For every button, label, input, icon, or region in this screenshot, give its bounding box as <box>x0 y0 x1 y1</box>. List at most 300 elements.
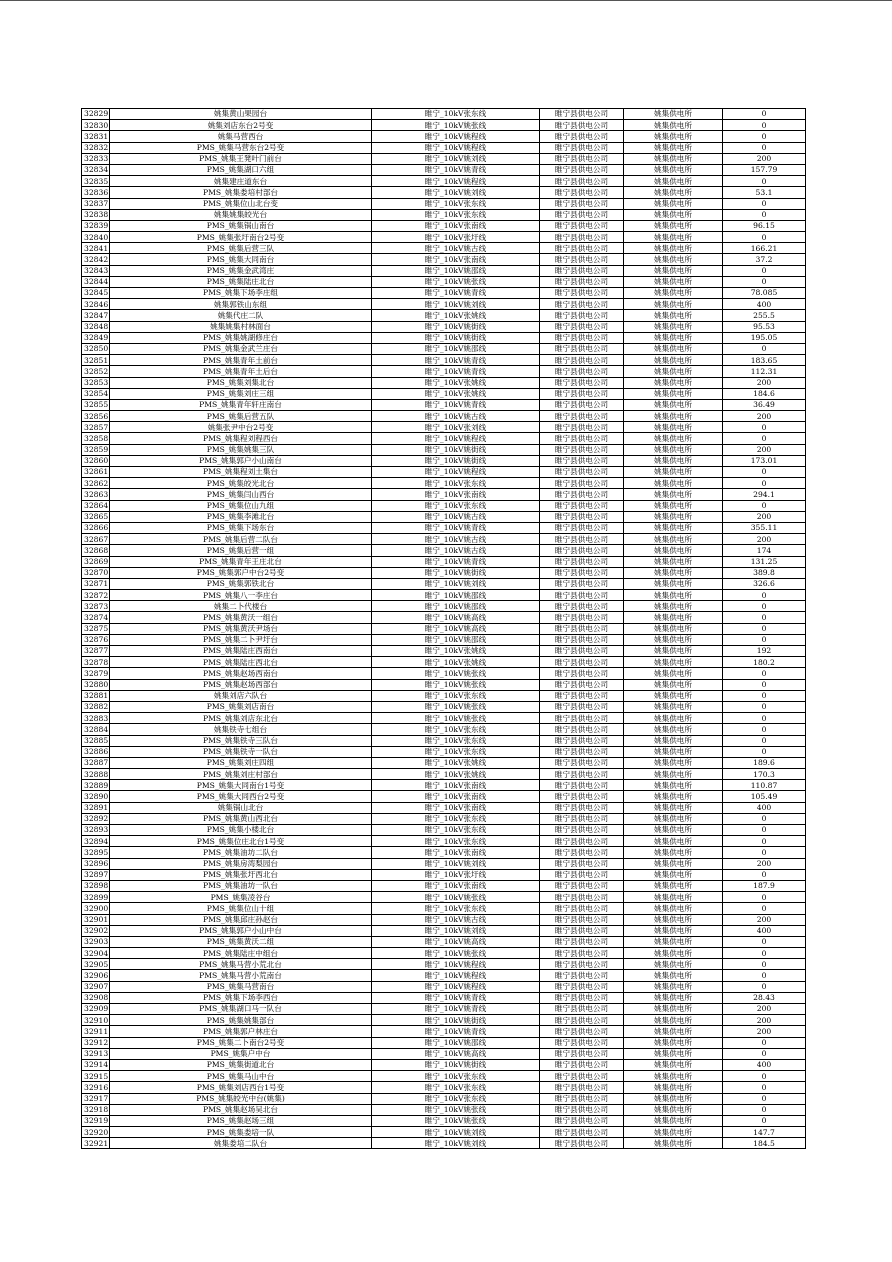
table-row <box>82 1015 806 1026</box>
transformer-name-cell: PMS_姚集大同南台1号变 <box>110 780 372 791</box>
value-cell: 0 <box>723 1104 806 1115</box>
value-cell: 0 <box>723 836 806 847</box>
company-cell: 睢宁县供电公司 <box>540 399 624 410</box>
row-id-cell: 32912 <box>82 1037 110 1048</box>
company-cell: 睢宁县供电公司 <box>540 511 624 522</box>
feeder-line-cell: 睢宁_10kV姚刘线 <box>372 1138 540 1149</box>
row-id-cell: 32913 <box>82 1048 110 1059</box>
company-cell: 睢宁县供电公司 <box>540 232 624 243</box>
feeder-line-cell: 睢宁_10kV张东线 <box>372 198 540 209</box>
supply-station-cell: 姚集供电所 <box>624 1048 723 1059</box>
feeder-line-cell: 睢宁_10kV姚邵线 <box>372 634 540 645</box>
company-cell: 睢宁县供电公司 <box>540 153 624 164</box>
supply-station-cell: 姚集供电所 <box>624 869 723 880</box>
row-id-cell: 32890 <box>82 791 110 802</box>
feeder-line-cell: 睢宁_10kV姚张线 <box>372 892 540 903</box>
supply-station-cell: 姚集供电所 <box>624 791 723 802</box>
table-row <box>82 433 806 444</box>
transformer-name-cell: PMS_姚集小楼北台 <box>110 825 372 836</box>
value-cell: 180.2 <box>723 657 806 668</box>
supply-station-cell: 姚集供电所 <box>624 914 723 925</box>
value-cell: 200 <box>723 511 806 522</box>
transformer-name-cell: PMS_姚集马营小荒北台 <box>110 959 372 970</box>
transformer-name-cell: PMS_姚集马山中台 <box>110 1071 372 1082</box>
row-id-cell: 32902 <box>82 925 110 936</box>
value-cell: 400 <box>723 925 806 936</box>
feeder-line-cell: 睢宁_10kV姚青线 <box>372 522 540 533</box>
value-cell: 131.25 <box>723 556 806 567</box>
value-cell: 0 <box>723 701 806 712</box>
transformer-name-cell: PMS_姚集黄沃尹场台 <box>110 623 372 634</box>
transformer-name-cell: PMS_姚集湖口马一队台 <box>110 1004 372 1015</box>
table-row <box>82 489 806 500</box>
feeder-line-cell: 睢宁_10kV姚张线 <box>372 668 540 679</box>
transformer-name-cell: PMS_姚集位山北台变 <box>110 198 372 209</box>
feeder-line-cell: 睢宁_10kV张东线 <box>372 1071 540 1082</box>
transformer-name-cell: PMS_姚集郭铁北台 <box>110 578 372 589</box>
row-id-cell: 32859 <box>82 444 110 455</box>
company-cell: 睢宁县供电公司 <box>540 288 624 299</box>
table-row <box>82 992 806 1003</box>
table-row <box>82 545 806 556</box>
supply-station-cell: 姚集供电所 <box>624 1093 723 1104</box>
value-cell: 294.1 <box>723 489 806 500</box>
transformer-name-cell: PMS_姚集后营二队台 <box>110 534 372 545</box>
value-cell: 95.53 <box>723 321 806 332</box>
transformer-name-cell: PMS_姚集后营一组 <box>110 545 372 556</box>
table-row <box>82 780 806 791</box>
feeder-line-cell: 睢宁_10kV姚张线 <box>372 701 540 712</box>
supply-station-cell: 姚集供电所 <box>624 142 723 153</box>
table-row <box>82 847 806 858</box>
transformer-name-cell: PMS_姚集郭户小山中台 <box>110 925 372 936</box>
value-cell: 0 <box>723 959 806 970</box>
supply-station-cell: 姚集供电所 <box>624 769 723 780</box>
supply-station-cell: 姚集供电所 <box>624 1127 723 1138</box>
feeder-line-cell: 睢宁_10kV张东线 <box>372 724 540 735</box>
feeder-line-cell: 睢宁_10kV张东线 <box>372 825 540 836</box>
value-cell: 0 <box>723 601 806 612</box>
feeder-line-cell: 睢宁_10kV姚青线 <box>372 355 540 366</box>
feeder-line-cell: 睢宁_10kV姚刘线 <box>372 858 540 869</box>
transformer-name-cell: PMS_姚集街道北台 <box>110 1059 372 1070</box>
supply-station-cell: 姚集供电所 <box>624 1104 723 1115</box>
row-id-cell: 32840 <box>82 232 110 243</box>
feeder-line-cell: 睢宁_10kV张东线 <box>372 1082 540 1093</box>
value-cell: 0 <box>723 813 806 824</box>
company-cell: 睢宁县供电公司 <box>540 959 624 970</box>
feeder-line-cell: 睢宁_10kV姚张线 <box>372 679 540 690</box>
table-row <box>82 321 806 332</box>
table-row <box>82 187 806 198</box>
supply-station-cell: 姚集供电所 <box>624 220 723 231</box>
transformer-name-cell: PMS_姚集马营小荒南台 <box>110 970 372 981</box>
feeder-line-cell: 睢宁_10kV张刘线 <box>372 422 540 433</box>
supply-station-cell: 姚集供电所 <box>624 1115 723 1126</box>
value-cell: 200 <box>723 153 806 164</box>
company-cell: 睢宁县供电公司 <box>540 713 624 724</box>
value-cell: 173.01 <box>723 455 806 466</box>
feeder-line-cell: 睢宁_10kV姚高线 <box>372 612 540 623</box>
value-cell: 187.9 <box>723 880 806 891</box>
value-cell: 0 <box>723 478 806 489</box>
supply-station-cell: 姚集供电所 <box>624 288 723 299</box>
transformer-name-cell: PMS_姚集陆庄西南台 <box>110 646 372 657</box>
row-id-cell: 32846 <box>82 299 110 310</box>
feeder-line-cell: 睢宁_10kV姚青线 <box>372 1026 540 1037</box>
supply-station-cell: 姚集供电所 <box>624 847 723 858</box>
row-id-cell: 32888 <box>82 769 110 780</box>
feeder-line-cell: 睢宁_10kV姚邵线 <box>372 1037 540 1048</box>
row-id-cell: 32838 <box>82 209 110 220</box>
supply-station-cell: 姚集供电所 <box>624 880 723 891</box>
transformer-name-cell: PMS_姚集姚湖修庄台 <box>110 332 372 343</box>
row-id-cell: 32854 <box>82 388 110 399</box>
value-cell: 0 <box>723 343 806 354</box>
supply-station-cell: 姚集供电所 <box>624 590 723 601</box>
transformer-name-cell: 姚集代庄二队 <box>110 310 372 321</box>
row-id-cell: 32875 <box>82 623 110 634</box>
table-row <box>82 176 806 187</box>
value-cell: 0 <box>723 936 806 947</box>
value-cell: 0 <box>723 265 806 276</box>
feeder-line-cell: 睢宁_10kV姚张线 <box>372 1115 540 1126</box>
table-row <box>82 757 806 768</box>
transformer-table <box>81 108 806 1149</box>
row-id-cell: 32905 <box>82 959 110 970</box>
feeder-line-cell: 睢宁_10kV张姚线 <box>372 769 540 780</box>
row-id-cell: 32872 <box>82 590 110 601</box>
table-row <box>82 623 806 634</box>
transformer-name-cell: PMS_姚集姚集三队 <box>110 444 372 455</box>
value-cell: 0 <box>723 724 806 735</box>
value-cell: 0 <box>723 142 806 153</box>
value-cell: 0 <box>723 590 806 601</box>
row-id-cell: 32903 <box>82 936 110 947</box>
row-id-cell: 32858 <box>82 433 110 444</box>
company-cell: 睢宁县供电公司 <box>540 332 624 343</box>
feeder-line-cell: 睢宁_10kV张南线 <box>372 254 540 265</box>
table-row <box>82 657 806 668</box>
value-cell: 355.11 <box>723 522 806 533</box>
supply-station-cell: 姚集供电所 <box>624 981 723 992</box>
value-cell: 0 <box>723 970 806 981</box>
supply-station-cell: 姚集供电所 <box>624 522 723 533</box>
transformer-name-cell: PMS_姚集张圩西北台 <box>110 869 372 880</box>
feeder-line-cell: 睢宁_10kV张姚线 <box>372 757 540 768</box>
table-row <box>82 377 806 388</box>
table-row <box>82 455 806 466</box>
row-id-cell: 32904 <box>82 948 110 959</box>
value-cell: 110.87 <box>723 780 806 791</box>
supply-station-cell: 姚集供电所 <box>624 467 723 478</box>
company-cell: 睢宁县供电公司 <box>540 377 624 388</box>
supply-station-cell: 姚集供电所 <box>624 634 723 645</box>
transformer-name-cell: PMS_姚集下场李西台 <box>110 992 372 1003</box>
feeder-line-cell: 睢宁_10kV姚刘线 <box>372 1127 540 1138</box>
supply-station-cell: 姚集供电所 <box>624 153 723 164</box>
row-id-cell: 32834 <box>82 164 110 175</box>
row-id-cell: 32915 <box>82 1071 110 1082</box>
feeder-line-cell: 睢宁_10kV姚刘线 <box>372 925 540 936</box>
transformer-name-cell: PMS_姚集青年王庄北台 <box>110 556 372 567</box>
supply-station-cell: 姚集供电所 <box>624 746 723 757</box>
feeder-line-cell: 睢宁_10kV张姚线 <box>372 377 540 388</box>
company-cell: 睢宁县供电公司 <box>540 1037 624 1048</box>
feeder-line-cell: 睢宁_10kV张东线 <box>372 209 540 220</box>
supply-station-cell: 姚集供电所 <box>624 388 723 399</box>
company-cell: 睢宁县供电公司 <box>540 836 624 847</box>
feeder-line-cell: 睢宁_10kV姚程线 <box>372 142 540 153</box>
feeder-line-cell: 睢宁_10kV姚刘线 <box>372 187 540 198</box>
supply-station-cell: 姚集供电所 <box>624 646 723 657</box>
feeder-line-cell: 睢宁_10kV姚邵线 <box>372 265 540 276</box>
table-row <box>82 668 806 679</box>
supply-station-cell: 姚集供电所 <box>624 1015 723 1026</box>
table-row <box>82 578 806 589</box>
company-cell: 睢宁县供电公司 <box>540 791 624 802</box>
table-row <box>82 299 806 310</box>
transformer-name-cell: PMS_姚集张圩南台2号变 <box>110 232 372 243</box>
company-cell: 睢宁县供电公司 <box>540 657 624 668</box>
table-row <box>82 701 806 712</box>
company-cell: 睢宁县供电公司 <box>540 668 624 679</box>
feeder-line-cell: 睢宁_10kV张圩线 <box>372 869 540 880</box>
company-cell: 睢宁县供电公司 <box>540 567 624 578</box>
row-id-cell: 32893 <box>82 825 110 836</box>
feeder-line-cell: 睢宁_10kV张南线 <box>372 489 540 500</box>
company-cell: 睢宁县供电公司 <box>540 355 624 366</box>
value-cell: 0 <box>723 131 806 142</box>
table-row <box>82 567 806 578</box>
supply-station-cell: 姚集供电所 <box>624 813 723 824</box>
company-cell: 睢宁县供电公司 <box>540 243 624 254</box>
value-cell: 0 <box>723 668 806 679</box>
table-row <box>82 120 806 131</box>
transformer-name-cell: PMS_姚集大同西台2号变 <box>110 791 372 802</box>
table-row <box>82 366 806 377</box>
transformer-name-cell: PMS_姚集金武兰庄台 <box>110 343 372 354</box>
row-id-cell: 32856 <box>82 411 110 422</box>
row-id-cell: 32898 <box>82 880 110 891</box>
supply-station-cell: 姚集供电所 <box>624 176 723 187</box>
table-row <box>82 1138 806 1149</box>
row-id-cell: 32865 <box>82 511 110 522</box>
feeder-line-cell: 睢宁_10kV张南线 <box>372 880 540 891</box>
value-cell: 400 <box>723 1059 806 1070</box>
row-id-cell: 32885 <box>82 735 110 746</box>
company-cell: 睢宁县供电公司 <box>540 1082 624 1093</box>
supply-station-cell: 姚集供电所 <box>624 1059 723 1070</box>
company-cell: 睢宁县供电公司 <box>540 981 624 992</box>
table-row <box>82 936 806 947</box>
supply-station-cell: 姚集供电所 <box>624 1138 723 1149</box>
table-row <box>82 825 806 836</box>
table-row <box>82 355 806 366</box>
feeder-line-cell: 睢宁_10kV姚街线 <box>372 1015 540 1026</box>
supply-station-cell: 姚集供电所 <box>624 232 723 243</box>
value-cell: 200 <box>723 377 806 388</box>
transformer-name-cell: PMS_姚集青年土前台 <box>110 355 372 366</box>
table-row <box>82 903 806 914</box>
transformer-name-cell: PMS_姚集马营南台 <box>110 981 372 992</box>
transformer-name-cell: PMS_姚集二卜南台2号变 <box>110 1037 372 1048</box>
value-cell: 28.43 <box>723 992 806 1003</box>
row-id-cell: 32896 <box>82 858 110 869</box>
feeder-line-cell: 睢宁_10kV张东线 <box>372 903 540 914</box>
feeder-line-cell: 睢宁_10kV姚青线 <box>372 164 540 175</box>
supply-station-cell: 姚集供电所 <box>624 713 723 724</box>
value-cell: 174 <box>723 545 806 556</box>
row-id-cell: 32868 <box>82 545 110 556</box>
company-cell: 睢宁县供电公司 <box>540 735 624 746</box>
company-cell: 睢宁县供电公司 <box>540 914 624 925</box>
company-cell: 睢宁县供电公司 <box>540 534 624 545</box>
table-row <box>82 1004 806 1015</box>
table-row <box>82 880 806 891</box>
value-cell: 400 <box>723 802 806 813</box>
transformer-name-cell: 姚集马营西台 <box>110 131 372 142</box>
table-row <box>82 478 806 489</box>
table-row <box>82 735 806 746</box>
supply-station-cell: 姚集供电所 <box>624 243 723 254</box>
company-cell: 睢宁县供电公司 <box>540 131 624 142</box>
company-cell: 睢宁县供电公司 <box>540 321 624 332</box>
row-id-cell: 32849 <box>82 332 110 343</box>
transformer-name-cell: PMS_姚集位山十组 <box>110 903 372 914</box>
row-id-cell: 32881 <box>82 690 110 701</box>
row-id-cell: 32918 <box>82 1104 110 1115</box>
row-id-cell: 32836 <box>82 187 110 198</box>
row-id-cell: 32894 <box>82 836 110 847</box>
feeder-line-cell: 睢宁_10kV姚青线 <box>372 288 540 299</box>
supply-station-cell: 姚集供电所 <box>624 310 723 321</box>
table-row <box>82 925 806 936</box>
table-row <box>82 858 806 869</box>
feeder-line-cell: 睢宁_10kV姚街线 <box>372 332 540 343</box>
transformer-name-cell: 姚集刘店六队台 <box>110 690 372 701</box>
company-cell: 睢宁县供电公司 <box>540 925 624 936</box>
value-cell: 389.8 <box>723 567 806 578</box>
table-row <box>82 411 806 422</box>
table-row <box>82 109 806 120</box>
supply-station-cell: 姚集供电所 <box>624 489 723 500</box>
transformer-name-cell: PMS_姚集陆庄西北台 <box>110 657 372 668</box>
feeder-line-cell: 睢宁_10kV姚程线 <box>372 131 540 142</box>
value-cell: 0 <box>723 1082 806 1093</box>
row-id-cell: 32895 <box>82 847 110 858</box>
transformer-name-cell: PMS_姚集赵场西部台 <box>110 679 372 690</box>
row-id-cell: 32857 <box>82 422 110 433</box>
transformer-name-cell: PMS_姚集大同南台 <box>110 254 372 265</box>
company-cell: 睢宁县供电公司 <box>540 500 624 511</box>
company-cell: 睢宁县供电公司 <box>540 769 624 780</box>
company-cell: 睢宁县供电公司 <box>540 467 624 478</box>
feeder-line-cell: 睢宁_10kV姚程线 <box>372 959 540 970</box>
company-cell: 睢宁县供电公司 <box>540 142 624 153</box>
feeder-line-cell: 睢宁_10kV张东线 <box>372 746 540 757</box>
company-cell: 睢宁县供电公司 <box>540 1071 624 1082</box>
feeder-line-cell: 睢宁_10kV姚程线 <box>372 970 540 981</box>
feeder-line-cell: 睢宁_10kV姚张线 <box>372 713 540 724</box>
feeder-line-cell: 睢宁_10kV张东线 <box>372 109 540 120</box>
company-cell: 睢宁县供电公司 <box>540 1093 624 1104</box>
row-id-cell: 32850 <box>82 343 110 354</box>
feeder-line-cell: 睢宁_10kV姚古线 <box>372 243 540 254</box>
feeder-line-cell: 睢宁_10kV张东线 <box>372 478 540 489</box>
value-cell: 0 <box>723 467 806 478</box>
transformer-name-cell: PMS_姚集郭户中台2号变 <box>110 567 372 578</box>
feeder-line-cell: 睢宁_10kV张东线 <box>372 836 540 847</box>
transformer-name-cell: PMS_姚集湖口六组 <box>110 164 372 175</box>
feeder-line-cell: 睢宁_10kV姚高线 <box>372 623 540 634</box>
feeder-line-cell: 睢宁_10kV张姚线 <box>372 388 540 399</box>
company-cell: 睢宁县供电公司 <box>540 176 624 187</box>
table-row <box>82 1059 806 1070</box>
company-cell: 睢宁县供电公司 <box>540 522 624 533</box>
value-cell: 157.79 <box>723 164 806 175</box>
company-cell: 睢宁县供电公司 <box>540 869 624 880</box>
supply-station-cell: 姚集供电所 <box>624 164 723 175</box>
company-cell: 睢宁县供电公司 <box>540 310 624 321</box>
row-id-cell: 32871 <box>82 578 110 589</box>
value-cell: 0 <box>723 1071 806 1082</box>
row-id-cell: 32839 <box>82 220 110 231</box>
company-cell: 睢宁县供电公司 <box>540 746 624 757</box>
row-id-cell: 32847 <box>82 310 110 321</box>
transformer-name-cell: PMS_姚集李滩北台 <box>110 511 372 522</box>
transformer-name-cell: PMS_姚集油坊一队台 <box>110 880 372 891</box>
table-row <box>82 388 806 399</box>
transformer-name-cell: PMS_姚集姚集部台 <box>110 1015 372 1026</box>
value-cell: 326.6 <box>723 578 806 589</box>
value-cell: 0 <box>723 869 806 880</box>
value-cell: 0 <box>723 1048 806 1059</box>
value-cell: 0 <box>723 1037 806 1048</box>
row-id-cell: 32852 <box>82 366 110 377</box>
supply-station-cell: 姚集供电所 <box>624 948 723 959</box>
feeder-line-cell: 睢宁_10kV姚街线 <box>372 455 540 466</box>
value-cell: 170.3 <box>723 769 806 780</box>
company-cell: 睢宁县供电公司 <box>540 1059 624 1070</box>
supply-station-cell: 姚集供电所 <box>624 903 723 914</box>
supply-station-cell: 姚集供电所 <box>624 109 723 120</box>
feeder-line-cell: 睢宁_10kV张南线 <box>372 847 540 858</box>
table-row <box>82 332 806 343</box>
supply-station-cell: 姚集供电所 <box>624 701 723 712</box>
row-id-cell: 32831 <box>82 131 110 142</box>
table-row <box>82 959 806 970</box>
supply-station-cell: 姚集供电所 <box>624 265 723 276</box>
row-id-cell: 32848 <box>82 321 110 332</box>
transformer-name-cell: PMS_姚集马营东台2号变 <box>110 142 372 153</box>
row-id-cell: 32882 <box>82 701 110 712</box>
company-cell: 睢宁县供电公司 <box>540 545 624 556</box>
value-cell: 400 <box>723 299 806 310</box>
supply-station-cell: 姚集供电所 <box>624 500 723 511</box>
company-cell: 睢宁县供电公司 <box>540 366 624 377</box>
feeder-line-cell: 睢宁_10kV姚程线 <box>372 467 540 478</box>
supply-station-cell: 姚集供电所 <box>624 187 723 198</box>
table-row <box>82 690 806 701</box>
table-row <box>82 399 806 410</box>
feeder-line-cell: 睢宁_10kV张东线 <box>372 813 540 824</box>
value-cell: 200 <box>723 1015 806 1026</box>
table-row <box>82 948 806 959</box>
row-id-cell: 32910 <box>82 1015 110 1026</box>
table-row <box>82 724 806 735</box>
feeder-line-cell: 睢宁_10kV姚邵线 <box>372 343 540 354</box>
